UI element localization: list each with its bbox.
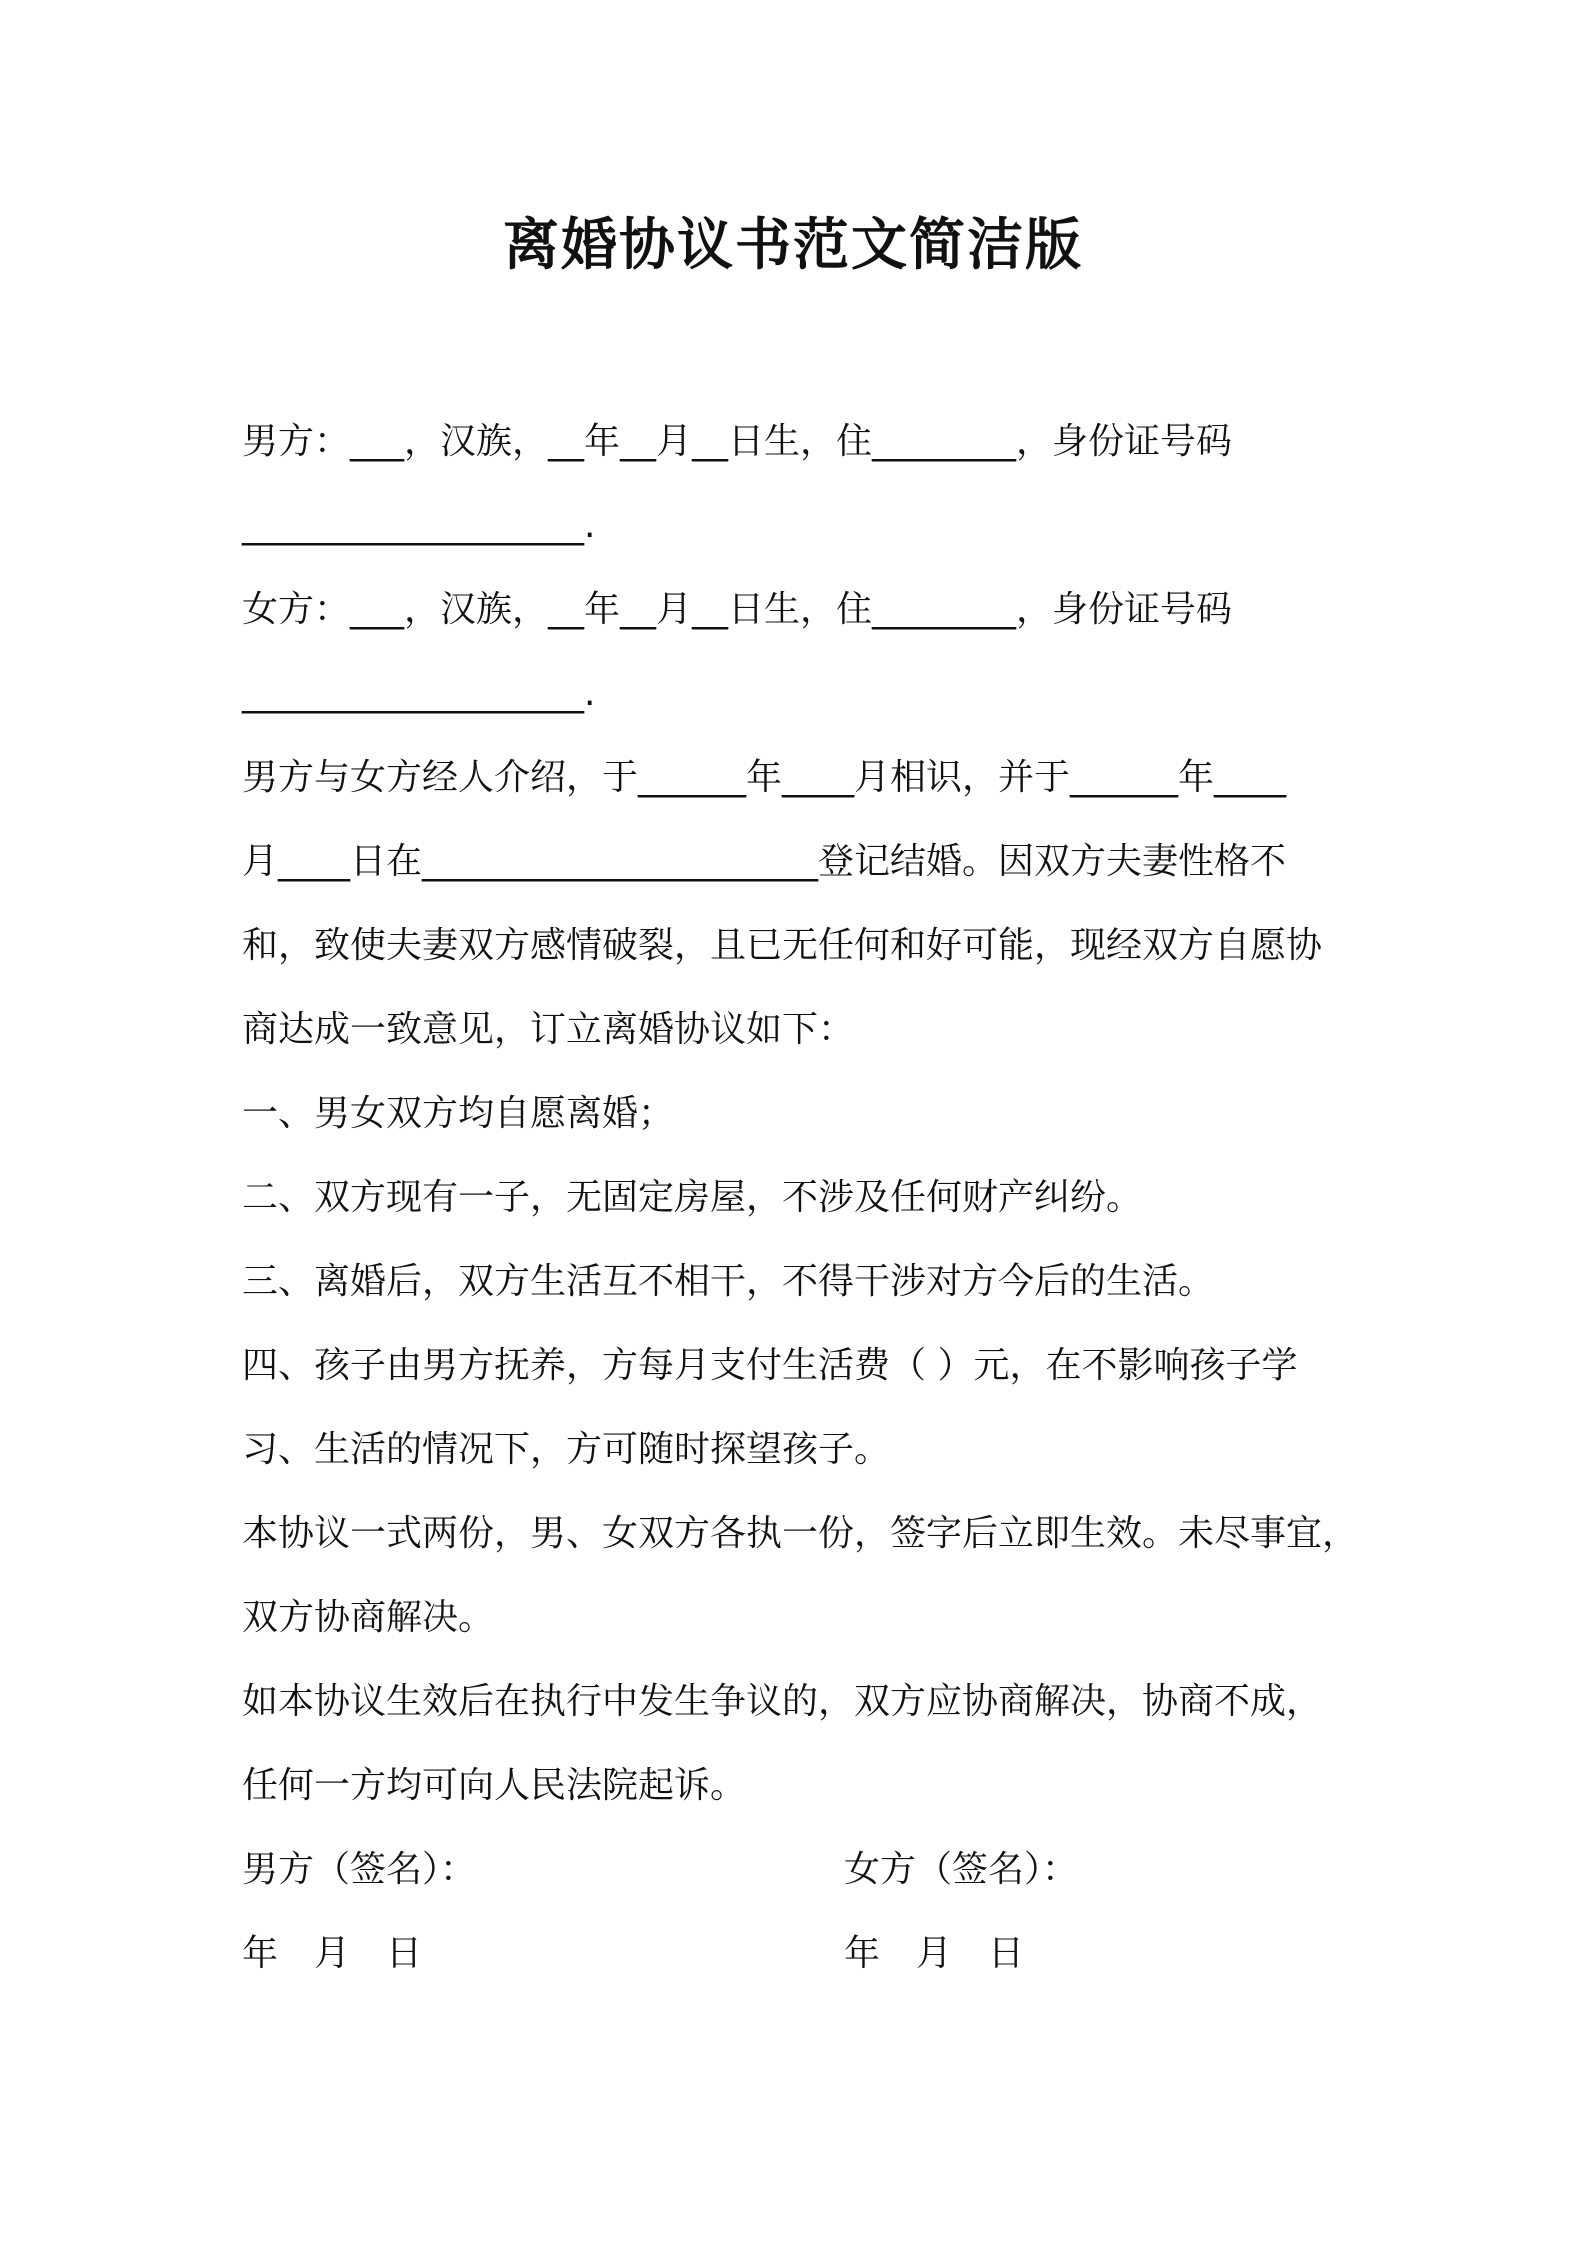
wife-info-line-1: 女方：___，汉族，__年__月__日生，住________，身份证号码 <box>242 589 1233 630</box>
wife-signature-date: 年 月 日 <box>844 1933 1025 1974</box>
intro-line-4: 商达成一致意见，订立离婚协议如下： <box>242 1009 855 1050</box>
dispute-line-2: 任何一方均可向人民法院起诉。 <box>242 1765 747 1806</box>
document-title: 离婚协议书范文简洁版 <box>503 213 1083 278</box>
dispute-line-1: 如本协议生效后在执行中发生争议的，双方应协商解决，协商不成， <box>242 1681 1323 1722</box>
wife-signature-label: 女方（签名）： <box>844 1849 1079 1890</box>
date-row <box>242 1912 1362 1996</box>
clause-2: 二、双方现有一子，无固定房屋，不涉及任何财产纠纷。 <box>242 1177 1143 1218</box>
intro-line-1: 男方与女方经人介绍，于______年____月相识，并于______年____ <box>242 757 1287 798</box>
document-body <box>242 400 1362 1996</box>
copies-line-1: 本协议一式两份，男、女双方各执一份，签字后立即生效。未尽事宜， <box>242 1513 1359 1554</box>
clause-4-line-2: 习、生活的情况下，方可随时探望孩子。 <box>242 1429 891 1470</box>
copies-line-2: 双方协商解决。 <box>242 1597 495 1638</box>
wife-info-line-2: ___________________. <box>242 673 596 714</box>
intro-line-3: 和，致使夫妻双方感情破裂，且已无任何和好可能，现经双方自愿协 <box>242 925 1323 966</box>
husband-info-line-2: ___________________. <box>242 505 596 546</box>
husband-info-line-1: 男方：___，汉族，__年__月__日生，住________，身份证号码 <box>242 421 1233 462</box>
husband-signature-date: 年 月 日 <box>242 1933 423 1974</box>
clause-3: 三、离婚后，双方生活互不相干，不得干涉对方今后的生活。 <box>242 1261 1215 1302</box>
signature-row <box>242 1828 1362 1912</box>
husband-signature-label: 男方（签名）： <box>242 1849 477 1890</box>
clause-1: 一、男女双方均自愿离婚； <box>242 1093 675 1134</box>
clause-4-line-1: 四、孩子由男方抚养，方每月支付生活费（ ）元，在不影响孩子学 <box>242 1345 1298 1386</box>
intro-line-2: 月____日在______________________登记结婚。因双方夫妻性格不 <box>242 841 1287 882</box>
